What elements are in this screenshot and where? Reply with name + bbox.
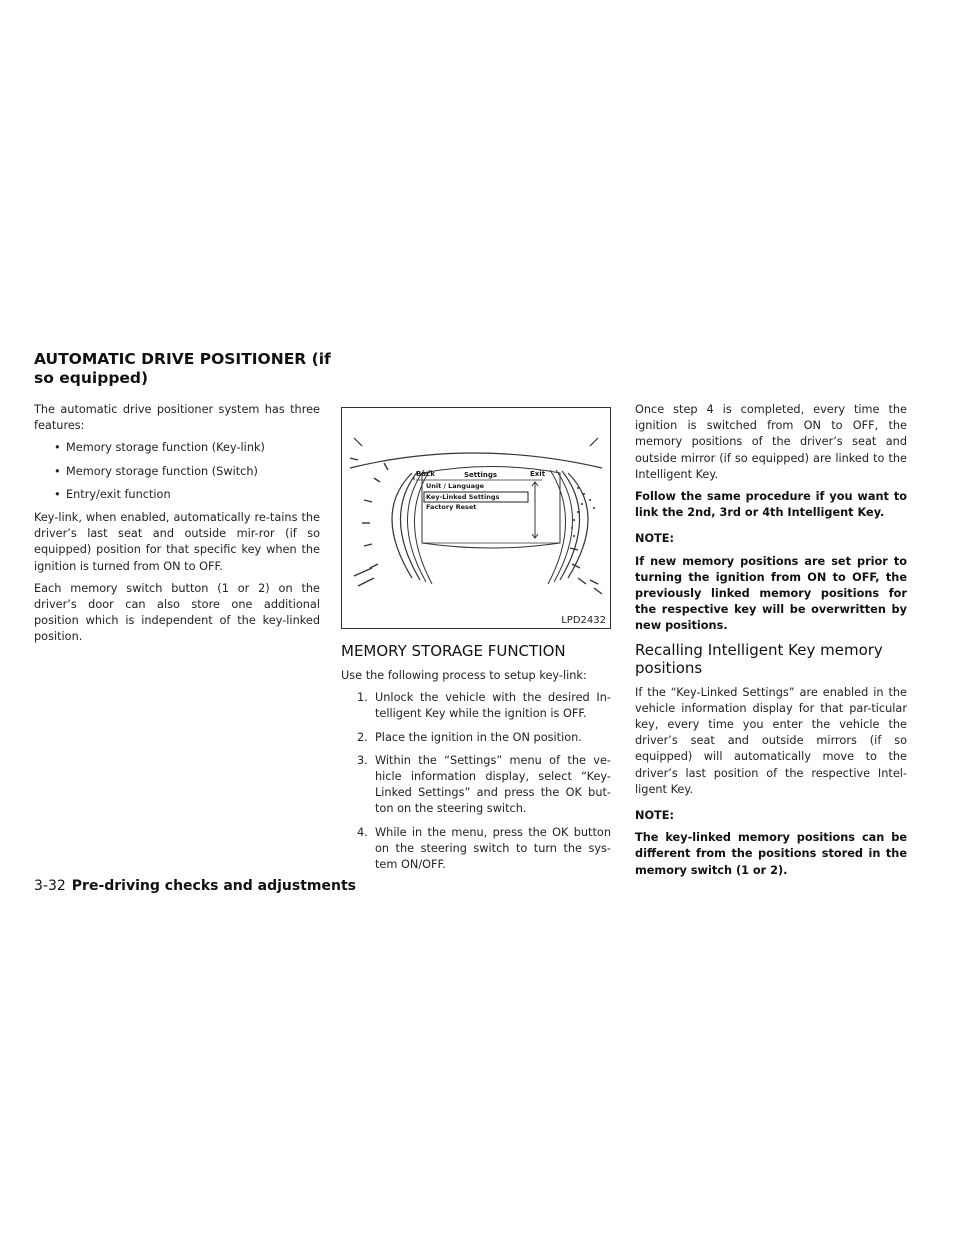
- recalling-heading: Recalling Intelligent Key memory positions: [635, 640, 883, 677]
- note-text: If new memory positions are set prior to turning the ignition from ON to OFF, the previously linked memory positions for the respective key will be overwritten by new positions.: [635, 554, 907, 633]
- step-text: Within the “Settings” menu of the ve-hicle information display, select “Key-Linked Settings” and press the OK but-ton on the steering switch.: [375, 753, 611, 816]
- step-number: 3.: [357, 753, 368, 767]
- note-text: The key-linked memory positions can be different from the positions stored in the memory switch (1 or 2).: [635, 831, 907, 877]
- menu-item-key-linked-settings: Key-Linked Settings: [426, 493, 500, 501]
- step-text: Place the ignition in the ON position.: [375, 730, 582, 744]
- step-text: While in the menu, press the OK button on the steering switch to turn the sys-tem ON/OFF.: [375, 825, 611, 872]
- step-number: 4.: [357, 825, 368, 839]
- chapter-title: Pre-driving checks and adjustments: [71, 878, 356, 894]
- intro-paragraph: The automatic drive positioner system has three features:: [34, 403, 320, 433]
- note-label: NOTE:: [635, 532, 674, 546]
- memory-storage-heading: MEMORY STORAGE FUNCTION: [341, 642, 566, 660]
- step-number: 2.: [357, 730, 368, 744]
- list-item: [341, 730, 611, 746]
- page-footer: [34, 878, 356, 894]
- list-item: [341, 825, 611, 874]
- list-item: [341, 753, 611, 818]
- setup-steps: [341, 690, 611, 873]
- settings-display-figure: [341, 407, 611, 629]
- column-1: [34, 402, 320, 652]
- list-item: • Memory storage function (Key-link): [34, 440, 320, 456]
- note-label: NOTE:: [635, 809, 674, 823]
- step-text: Unlock the vehicle with the desired In-telligent Key while the ignition is OFF.: [375, 691, 611, 721]
- menu-item-factory-reset: Factory Reset: [426, 503, 477, 511]
- step4-followup-paragraph: Once step 4 is completed, every time the ignition is switched from ON to OFF, the memory positions of the driver’s seat and outside mirror (if so equipped) are linked to the Intelligent Key.: [635, 403, 907, 481]
- back-label: Back: [416, 470, 435, 478]
- same-procedure-paragraph: Follow the same procedure if you want to link the 2nd, 3rd or 4th Intelligent Key.: [635, 490, 907, 520]
- recalling-paragraph: If the “Key-Linked Settings” are enabled in the vehicle information display for that par-ticular key, every time you enter the vehicle the driver’s seat and outside mirrors (if so equipped) will automatically move to the driver’s last position of the respective Intel-ligent Key.: [635, 685, 907, 796]
- exit-label: Exit: [530, 470, 546, 478]
- column-3: [635, 402, 907, 885]
- key-link-paragraph: Key-link, when enabled, automatically re-tains the driver’s last seat and outside mir-ror (if so equipped) position for that specific key when the ignition is turned from ON to OFF.: [34, 511, 320, 573]
- figure-code: LPD2432: [561, 615, 606, 626]
- step-number: 1.: [357, 691, 368, 705]
- setup-intro: Use the following process to setup key-link:: [341, 669, 587, 682]
- instrument-cluster-illustration: [342, 408, 610, 628]
- section-title: AUTOMATIC DRIVE POSITIONER (if so equipped): [34, 350, 331, 387]
- list-item: [341, 690, 611, 722]
- list-item: • Memory storage function (Switch): [34, 464, 320, 480]
- memory-switch-paragraph: Each memory switch button (1 or 2) on the driver’s door can also store one additional position which is independent of the key-linked position.: [34, 581, 320, 644]
- list-item: • Entry/exit function: [34, 487, 320, 503]
- settings-label: Settings: [464, 471, 498, 479]
- page-number: 3-32: [34, 878, 66, 894]
- features-list: [34, 440, 320, 503]
- column-2: [341, 636, 611, 880]
- menu-item-unit-language: Unit / Language: [426, 482, 485, 490]
